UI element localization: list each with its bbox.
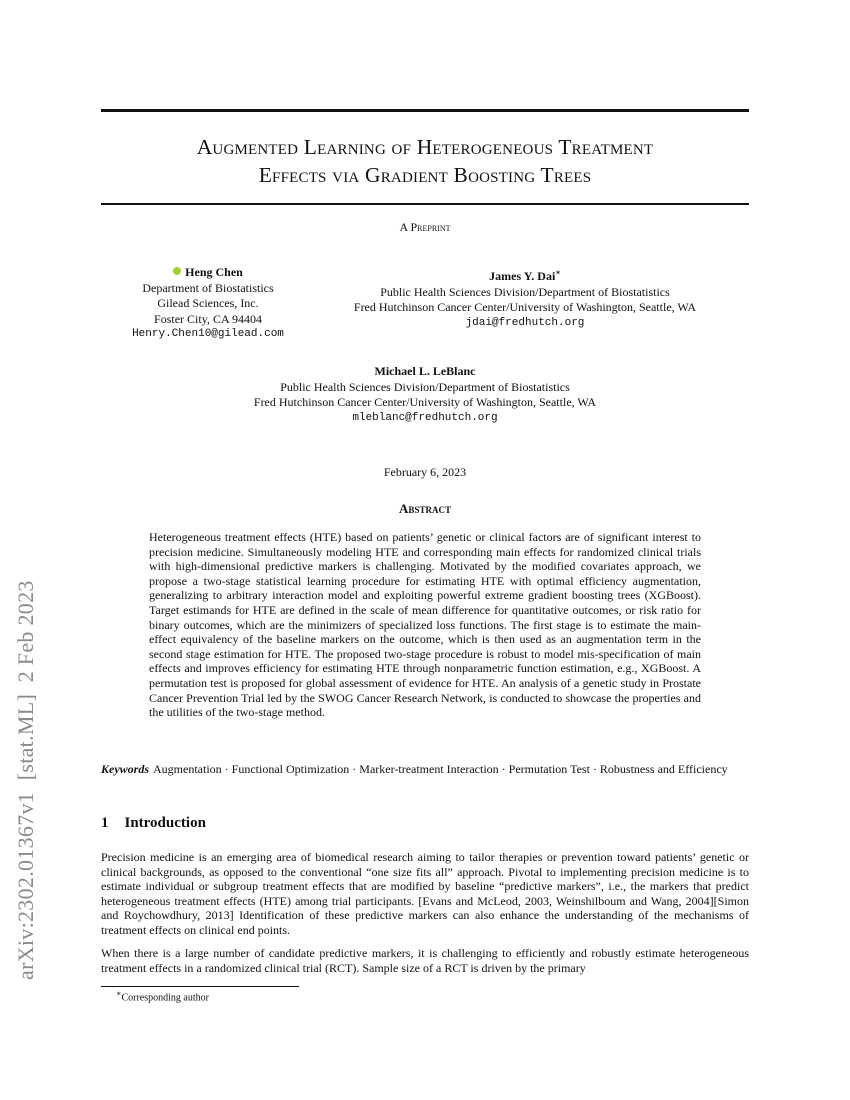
paper-title bbox=[101, 133, 749, 189]
author-email[interactable]: jdai@fredhutch.org bbox=[465, 316, 585, 329]
arxiv-identifier-stamp: arXiv:2302.01367v1 [stat.ML] 2 Feb 2023 bbox=[13, 580, 38, 980]
author-name: Michael L. LeBlanc bbox=[374, 364, 476, 378]
footnote-mark: ∗ bbox=[116, 989, 122, 998]
intro-paragraph-1: Precision medicine is an emerging area of biomedical research aiming to tailor therapies or prevention toward patients’ genetic or clinical backgrounds, as opposed to the conventional “one size fits all” approach. Pivotal to implementing precision medicine is to estimate individual or subgroup treatment effects that are modified by baseline “predictive markers”, i.e., the markers that predict heterogeneous treatment effects (HTE) among trial participants. [Evans and McLeod, 2003, Weinshilboum and Wang, 2004][Simon and Roychowdhury, 2013] Identification of these predictive markers can also enhance the understanding of the mechanisms of treatment effects on clinical end points. bbox=[101, 850, 749, 937]
author-affiliation: Gilead Sciences, Inc. bbox=[157, 296, 259, 310]
author-name: James Y. Dai bbox=[489, 269, 556, 283]
section-title: Introduction bbox=[124, 815, 206, 831]
author-affiliation: Foster City, CA 94404 bbox=[154, 311, 262, 326]
author-block-michael-leblanc bbox=[218, 364, 632, 426]
footnote bbox=[116, 989, 209, 1003]
author-affiliation: Public Health Sciences Division/Department of Biostatistics bbox=[280, 379, 570, 394]
title-top-rule bbox=[101, 109, 749, 112]
footnote-rule bbox=[101, 986, 299, 987]
abstract-heading: Abstract bbox=[399, 501, 451, 516]
author-block-james-dai bbox=[318, 265, 732, 331]
author-email[interactable]: mleblanc@fredhutch.org bbox=[352, 411, 498, 424]
abstract-body: Heterogeneous treatment effects (HTE) based on patients’ genetic or clinical factors are of significant interest to precision medicine. Simultaneously modeling HTE and corresponding main effects for randomized clinical trials with high-dimensional predictive markers is challenging. Motivated by the modified covariates approach, we propose a two-stage statistical learning procedure for estimating HTE with optimal efficiency augmentation, generalizing to arbitrary interaction model and exploiting powerful extreme gradient boosting trees (XGBoost). Target estimands for HTE are defined in the scale of mean difference for quantitative outcomes, or risk ratio for binary outcomes, which are the minimizers of specialized loss functions. The first stage is to estimate the main-effect equivalency of the baseline markers on the outcome, which is then used as an augmentation term in the second stage estimation for HTE. The proposed two-stage procedure is robust to model mis-specification of main effects and improves efficiency for estimating HTE through nonparametric function estimation, e.g., XGBoost. A permutation test is proposed for global assessment of evidence for HTE. An analysis of a genetic study in Prostate Cancer Prevention Trial led by the SWOG Cancer Research Network, is conducted to showcase the properties and the utilities of the two-stage method. bbox=[149, 530, 701, 720]
orcid-icon[interactable] bbox=[173, 267, 181, 275]
corresponding-author-mark: ∗ bbox=[555, 268, 561, 277]
section-heading-introduction bbox=[101, 815, 206, 832]
title-bottom-rule bbox=[101, 203, 749, 205]
keywords-block bbox=[101, 762, 749, 777]
preprint-label: A Preprint bbox=[399, 220, 451, 234]
keywords-label: Keywords bbox=[101, 762, 149, 776]
author-affiliation: Department of Biostatistics bbox=[142, 280, 274, 295]
paper-title-line-1: Augmented Learning of Heterogeneous Treatment bbox=[196, 135, 654, 159]
keywords-list: Augmentation · Functional Optimization · Marker-treatment Interaction · Permutation Test · Robustness and Efficiency bbox=[153, 762, 728, 776]
intro-paragraph-2: When there is a large number of candidate predictive markers, it is challenging to efficiently and robustly estimate heterogeneous treatment effects in a randomized clinical trial (RCT). Sample size of a RCT is driven by the primary bbox=[101, 946, 749, 975]
author-email[interactable]: Henry.Chen10@gilead.com bbox=[132, 328, 284, 340]
author-affiliation: Fred Hutchinson Cancer Center/University of Washington, Seattle, WA bbox=[353, 300, 697, 314]
author-affiliation: Public Health Sciences Division/Department of Biostatistics bbox=[380, 284, 670, 299]
author-block-heng-chen bbox=[108, 265, 308, 343]
author-affiliation: Fred Hutchinson Cancer Center/University of Washington, Seattle, WA bbox=[253, 395, 597, 409]
author-name: Heng Chen bbox=[185, 265, 243, 279]
paper-title-line-2: Effects via Gradient Boosting Trees bbox=[258, 163, 592, 187]
section-number: 1 bbox=[101, 815, 109, 831]
footnote-text: Corresponding author bbox=[121, 992, 209, 1004]
publication-date: February 6, 2023 bbox=[383, 465, 467, 479]
